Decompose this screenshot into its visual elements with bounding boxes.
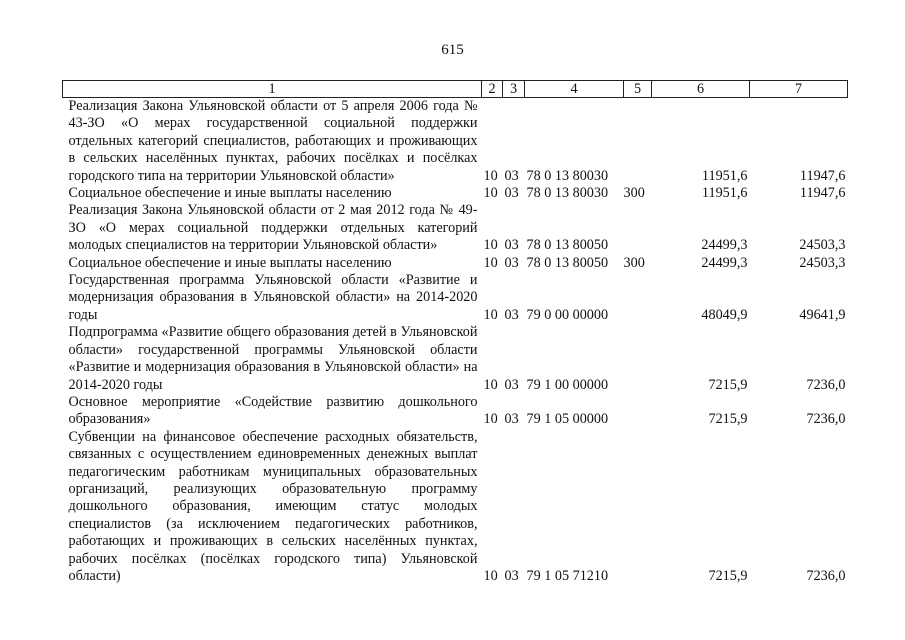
row-expense-type: 300 bbox=[623, 185, 645, 202]
row-subsection: 03 bbox=[504, 411, 519, 428]
table-row bbox=[63, 324, 848, 394]
row-subsection: 03 bbox=[504, 567, 519, 584]
row-amount-col6: 24499,3 bbox=[701, 237, 748, 254]
row-section: 10 bbox=[483, 567, 498, 584]
header-col-7: 7 bbox=[750, 81, 848, 98]
row-expense-type bbox=[624, 98, 652, 186]
row-expense-type bbox=[624, 324, 652, 394]
table-row bbox=[63, 429, 848, 586]
table-row bbox=[63, 202, 848, 254]
header-col-3: 3 bbox=[503, 81, 525, 98]
row-expense-type bbox=[624, 202, 652, 254]
row-name: Подпрограмма «Развитие общего образования детей в Ульяновской области» государственной программы Ульяновской области «Развитие и модернизация образования в Ульяновской области» на 2014-2020 годы bbox=[68, 324, 478, 393]
row-name: Реализация Закона Ульяновской области от 2 мая 2012 года № 49-ЗО «О мерах социальной поддержки отдельных категорий молодых специалистов на территории Ульяновской области» bbox=[68, 202, 478, 254]
row-target-code: 79 1 05 71210 bbox=[526, 567, 609, 584]
row-expense-type bbox=[624, 429, 652, 586]
page-number: 615 bbox=[441, 42, 464, 58]
row-name: Социальное обеспечение и иные выплаты населению bbox=[68, 185, 392, 202]
table-row bbox=[63, 255, 848, 272]
table-row bbox=[63, 272, 848, 324]
row-subsection: 03 bbox=[504, 167, 519, 184]
header-col-1: 1 bbox=[63, 81, 482, 98]
row-expense-type bbox=[624, 272, 652, 324]
row-subsection: 03 bbox=[504, 185, 519, 202]
header-row bbox=[63, 81, 848, 98]
row-amount-col6: 11951,6 bbox=[701, 185, 748, 202]
row-target-code: 79 1 00 00000 bbox=[526, 376, 609, 393]
row-section: 10 bbox=[483, 306, 498, 323]
row-name: Государственная программа Ульяновской области «Развитие и модернизация образования в Ульяновской области» на 2014-2020 годы bbox=[68, 272, 478, 323]
row-amount-col7: 7236,0 bbox=[806, 411, 846, 428]
row-amount-col7: 7236,0 bbox=[806, 567, 846, 584]
header-col-4: 4 bbox=[525, 81, 624, 98]
row-subsection: 03 bbox=[504, 254, 519, 271]
row-name: Социальное обеспечение и иные выплаты населению bbox=[68, 254, 392, 271]
row-name: Реализация Закона Ульяновской области от 5 апреля 2006 года № 43-ЗО «О мерах государственной социальной поддержки отдельных категорий специалистов, работающих и проживающих в сельских населённых пунктах, рабочих посёлках и посёлках городского типа на территории Ульяновской области» bbox=[68, 98, 478, 184]
row-target-code: 78 0 13 80050 bbox=[526, 254, 609, 271]
row-section: 10 bbox=[483, 376, 498, 393]
row-amount-col7: 11947,6 bbox=[799, 167, 846, 184]
row-amount-col7: 11947,6 bbox=[799, 185, 846, 202]
row-target-code: 78 0 13 80050 bbox=[526, 237, 609, 254]
header-col-6: 6 bbox=[652, 81, 750, 98]
row-amount-col6: 11951,6 bbox=[701, 167, 748, 184]
table-header bbox=[63, 81, 848, 98]
row-amount-col6: 7215,9 bbox=[708, 567, 748, 584]
row-subsection: 03 bbox=[504, 237, 519, 254]
row-amount-col6: 7215,9 bbox=[708, 376, 748, 393]
table-row bbox=[63, 185, 848, 202]
table-body bbox=[63, 98, 848, 586]
row-section: 10 bbox=[483, 185, 498, 202]
row-amount-col6: 7215,9 bbox=[708, 411, 748, 428]
row-section: 10 bbox=[483, 411, 498, 428]
table-row bbox=[63, 394, 848, 429]
budget-table bbox=[62, 80, 848, 585]
row-subsection: 03 bbox=[504, 376, 519, 393]
row-amount-col7: 24503,3 bbox=[799, 254, 846, 271]
row-target-code: 78 0 13 80030 bbox=[526, 185, 609, 202]
row-name: Субвенции на финансовое обеспечение расходных обязательств, связанных с осуществлением единовременных денежных выплат педагогическим работникам муниципальных образовательных организаций, реализующих образовательную программу дошкольного образования, имеющим статус молодых специалистов (за исключением педагогических работников, работающих и проживающих в сельских населённых пунктах, рабочих посёлках (посёлках городского типа) Ульяновской области) bbox=[68, 428, 478, 584]
row-amount-col7: 7236,0 bbox=[806, 376, 846, 393]
row-name: Основное мероприятие «Содействие развитию дошкольного образования» bbox=[68, 393, 478, 428]
row-target-code: 79 0 00 00000 bbox=[526, 306, 609, 323]
row-expense-type: 300 bbox=[623, 254, 645, 271]
row-amount-col7: 49641,9 bbox=[799, 306, 846, 323]
row-amount-col6: 24499,3 bbox=[701, 254, 748, 271]
header-col-5: 5 bbox=[624, 81, 652, 98]
table-row bbox=[63, 98, 848, 186]
header-col-2: 2 bbox=[482, 81, 503, 98]
row-target-code: 78 0 13 80030 bbox=[526, 167, 609, 184]
row-amount-col7: 24503,3 bbox=[799, 237, 846, 254]
row-section: 10 bbox=[483, 237, 498, 254]
row-section: 10 bbox=[483, 167, 498, 184]
row-expense-type bbox=[624, 394, 652, 429]
row-subsection: 03 bbox=[504, 306, 519, 323]
row-amount-col6: 48049,9 bbox=[701, 306, 748, 323]
row-target-code: 79 1 05 00000 bbox=[526, 411, 609, 428]
row-section: 10 bbox=[483, 254, 498, 271]
